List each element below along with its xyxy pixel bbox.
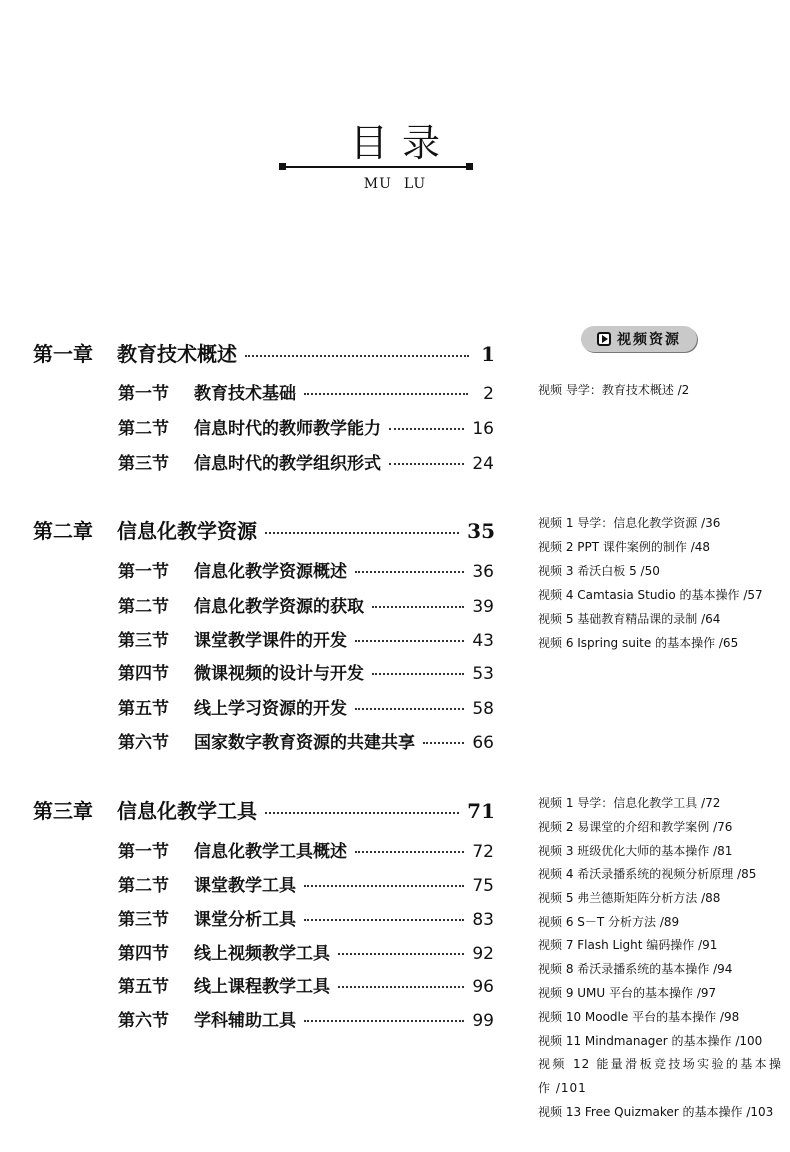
chapter-number: 第三章	[33, 799, 93, 823]
video-link[interactable]: 视频 2 易课堂的介绍和教学案例 /76	[538, 820, 733, 834]
section-page: 99	[472, 1011, 494, 1031]
section-page: 72	[472, 842, 494, 862]
toc-chapter-3[interactable]	[33, 795, 495, 824]
section-title: 线上课程教学工具	[194, 977, 330, 997]
section-title: 线上学习资源的开发	[194, 699, 347, 719]
section-title: 信息化教学资源概述	[194, 562, 347, 582]
section-number: 第三节	[118, 454, 169, 474]
toc-section-2-4[interactable]	[118, 659, 494, 684]
toc-chapter-2[interactable]	[33, 515, 495, 544]
page-subtitle	[0, 176, 790, 192]
leader-dots	[355, 640, 464, 642]
subtitle-mu: MU	[363, 176, 392, 192]
leader-dots	[372, 673, 464, 675]
video-resources-badge	[581, 326, 697, 352]
video-link[interactable]: 视频 13 Free Quizmaker 的基本操作 /103	[538, 1105, 774, 1119]
leader-dots	[245, 355, 469, 357]
video-link[interactable]: 视频 6 S－T 分析方法 /89	[538, 915, 680, 929]
section-title: 微课视频的设计与开发	[194, 664, 364, 684]
section-page: 43	[472, 631, 494, 651]
leader-dots	[355, 571, 464, 573]
section-page: 83	[472, 910, 494, 930]
section-page: 24	[472, 454, 494, 474]
section-number: 第四节	[118, 944, 169, 964]
section-title: 课堂分析工具	[194, 910, 296, 930]
section-title: 课堂教学课件的开发	[194, 631, 347, 651]
section-number: 第一节	[118, 384, 169, 404]
section-page: 53	[472, 664, 494, 684]
chapter-number: 第一章	[33, 342, 93, 366]
section-number: 第一节	[118, 562, 169, 582]
leader-dots	[304, 919, 464, 921]
leader-dots	[389, 463, 464, 465]
chapter-page: 71	[467, 799, 495, 823]
video-link[interactable]: 视频 4 Camtasia Studio 的基本操作 /57	[538, 588, 763, 602]
chapter-title: 信息化教学工具	[117, 799, 257, 823]
video-link[interactable]: 视频 导学：教育技术概述 /2	[538, 383, 690, 397]
video-link[interactable]: 视频 1 导学：信息化教学资源 /36	[538, 516, 721, 530]
section-number: 第五节	[118, 699, 169, 719]
leader-dots	[355, 708, 464, 710]
toc-chapter-1[interactable]	[33, 338, 495, 367]
title-rule	[281, 166, 471, 168]
chapter-number: 第二章	[33, 519, 93, 543]
page-title: 目录	[349, 121, 454, 165]
chapter-page: 1	[481, 342, 495, 366]
section-number: 第二节	[118, 597, 169, 617]
toc-section-2-3[interactable]	[118, 626, 494, 651]
toc-section-3-1[interactable]	[118, 837, 494, 862]
section-page: 96	[472, 977, 494, 997]
video-link[interactable]: 视频 4 希沃录播系统的视频分析原理 /85	[538, 867, 757, 881]
toc-section-1-1[interactable]	[118, 379, 494, 404]
toc-section-1-2[interactable]	[118, 414, 494, 439]
section-page: 2	[483, 384, 494, 404]
leader-dots	[304, 885, 464, 887]
section-title: 学科辅助工具	[194, 1011, 296, 1031]
section-title: 信息化教学资源的获取	[194, 597, 364, 617]
toc-section-3-4[interactable]	[118, 939, 494, 964]
video-link[interactable]: 视频 5 弗兰德斯矩阵分析方法 /88	[538, 891, 721, 905]
toc-section-3-2[interactable]	[118, 871, 494, 896]
section-number: 第五节	[118, 977, 169, 997]
rule-end-right	[466, 163, 473, 170]
section-title: 课堂教学工具	[194, 876, 296, 896]
video-link[interactable]: 视频 3 希沃白板 5 /50	[538, 564, 660, 578]
chapter-page: 35	[467, 519, 495, 543]
rule-end-left	[279, 163, 286, 170]
video-link-continued[interactable]: 作 /101	[538, 1081, 587, 1095]
section-title: 国家数字教育资源的共建共享	[194, 733, 415, 753]
section-page: 36	[472, 562, 494, 582]
toc-section-2-5[interactable]	[118, 694, 494, 719]
toc-section-3-3[interactable]	[118, 905, 494, 930]
section-page: 39	[472, 597, 494, 617]
video-link[interactable]: 视频 11 Mindmanager 的基本操作 /100	[538, 1034, 763, 1048]
section-title: 教育技术基础	[194, 384, 296, 404]
video-link[interactable]: 视频 10 Moodle 平台的基本操作 /98	[538, 1010, 740, 1024]
leader-dots	[355, 851, 464, 853]
section-number: 第三节	[118, 631, 169, 651]
play-icon	[597, 332, 611, 346]
video-link[interactable]: 视频 12 能量滑板竞技场实验的基本操	[538, 1057, 782, 1071]
video-link[interactable]: 视频 9 UMU 平台的基本操作 /97	[538, 986, 717, 1000]
chapter-title: 教育技术概述	[117, 342, 237, 366]
section-title: 信息时代的教学组织形式	[194, 454, 381, 474]
subtitle-lu: LU	[403, 176, 427, 192]
section-number: 第二节	[118, 876, 169, 896]
leader-dots	[265, 532, 459, 534]
chapter-title: 信息化教学资源	[117, 519, 257, 543]
toc-section-2-6[interactable]	[118, 728, 494, 753]
leader-dots	[338, 953, 464, 955]
video-link[interactable]: 视频 7 Flash Light 编码操作 /91	[538, 938, 718, 952]
toc-section-1-3[interactable]	[118, 449, 494, 474]
section-page: 58	[472, 699, 494, 719]
video-link[interactable]: 视频 6 Ispring suite 的基本操作 /65	[538, 636, 739, 650]
section-number: 第三节	[118, 910, 169, 930]
toc-section-3-5[interactable]	[118, 972, 494, 997]
leader-dots	[338, 986, 464, 988]
toc-section-2-2[interactable]	[118, 592, 494, 617]
leader-dots	[265, 812, 459, 814]
video-resources-label: 视频资源	[617, 332, 681, 348]
video-link[interactable]: 视频 8 希沃录播系统的基本操作 /94	[538, 962, 733, 976]
leader-dots	[423, 742, 464, 744]
section-page: 92	[472, 944, 494, 964]
section-number: 第一节	[118, 842, 169, 862]
section-title: 信息化教学工具概述	[194, 842, 347, 862]
video-link[interactable]: 视频 1 导学：信息化教学工具 /72	[538, 796, 721, 810]
section-number: 第四节	[118, 664, 169, 684]
section-title: 信息时代的教师教学能力	[194, 419, 381, 439]
toc-section-3-6[interactable]	[118, 1006, 494, 1031]
section-title: 线上视频教学工具	[194, 944, 330, 964]
section-number: 第六节	[118, 1011, 169, 1031]
leader-dots	[372, 606, 464, 608]
section-page: 75	[472, 876, 494, 896]
section-page: 16	[472, 419, 494, 439]
section-number: 第六节	[118, 733, 169, 753]
section-number: 第二节	[118, 419, 169, 439]
section-page: 66	[472, 733, 494, 753]
leader-dots	[304, 393, 468, 395]
leader-dots	[389, 428, 464, 430]
video-link[interactable]: 视频 2 PPT 课件案例的制作 /48	[538, 540, 711, 554]
video-link[interactable]: 视频 5 基础教育精品课的录制 /64	[538, 612, 721, 626]
video-link[interactable]: 视频 3 班级优化大师的基本操作 /81	[538, 844, 733, 858]
leader-dots	[304, 1020, 464, 1022]
toc-section-2-1[interactable]	[118, 557, 494, 582]
